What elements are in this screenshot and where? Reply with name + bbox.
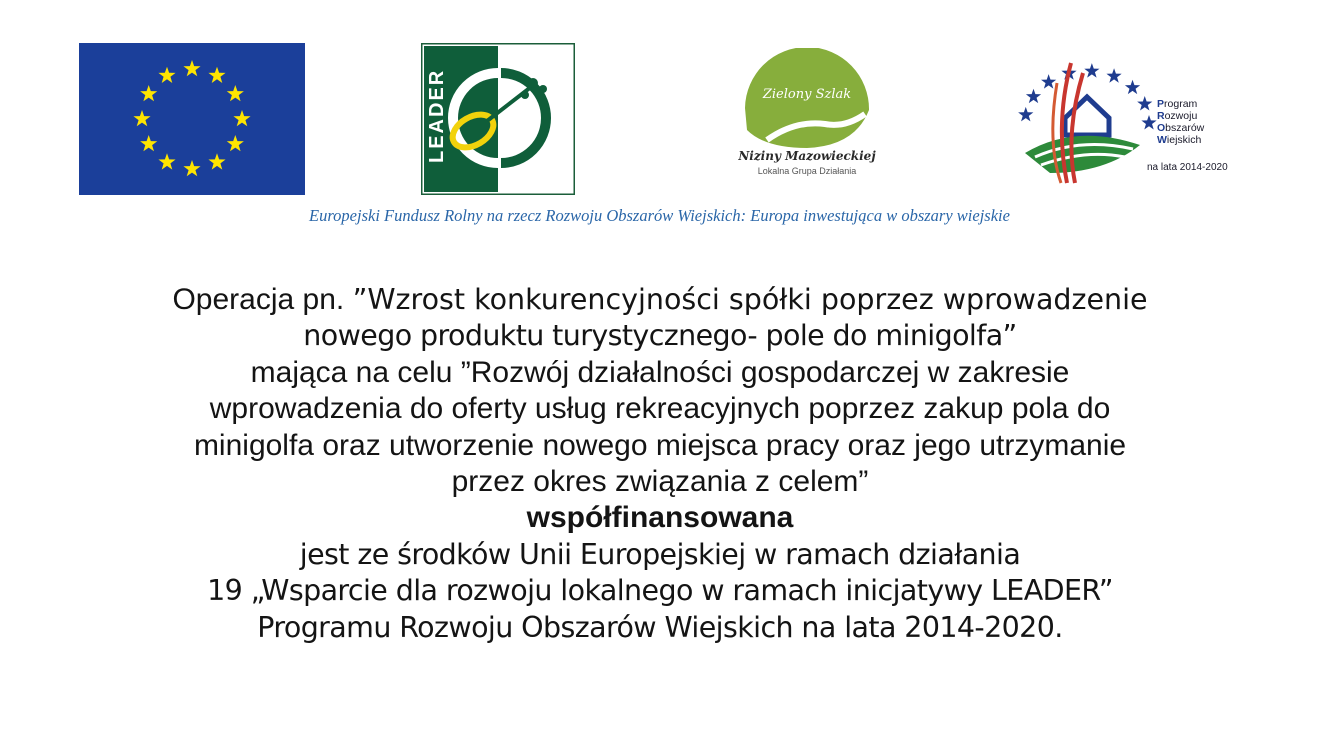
prow-star-icon xyxy=(1137,96,1152,110)
operation-description xyxy=(60,282,1260,646)
line-5: minigolfa oraz utworzenie nowego miejsca pracy oraz jego utrzymanie xyxy=(193,428,1127,462)
line-1: Operacja pn. ”Wzrost konkurencyjności spółki poprzez wprowadzenie xyxy=(172,283,1148,316)
lgd-title: Zielony Szlak xyxy=(762,87,852,102)
prow-star-icon xyxy=(1125,80,1140,94)
leader-wordmark: LEADER xyxy=(426,68,448,163)
line-2: nowego produktu turystycznego- pole do minigolfa” xyxy=(303,319,1017,353)
line-3: mająca na celu ”Rozwój działalności gospodarczej w zakresie xyxy=(250,355,1070,389)
line-8: jest ze środków Unii Europejskiej w ramach działania xyxy=(299,537,1021,571)
prow-wordmark: Program Rozwoju Obszarów Wiejskich xyxy=(1157,98,1205,146)
prow-star-icon xyxy=(1026,89,1041,103)
line-7: współfinansowana xyxy=(526,501,794,535)
line-10: Programu Rozwoju Obszarów Wiejskich na lata 2014-2020. xyxy=(257,610,1063,644)
prow-star-icon xyxy=(1041,74,1056,88)
leader-logo xyxy=(421,43,575,195)
lgd-caption: Lokalna Grupa Działania xyxy=(757,166,857,176)
eu-flag-logo xyxy=(79,43,305,195)
prow-star-icon xyxy=(1106,68,1121,82)
line-4: wprowadzenia do oferty usług rekreacyjnych poprzez zakup pola do xyxy=(209,392,1111,426)
lgd-zielony-szlak-logo xyxy=(735,48,880,184)
line-6: przez okres związania z celem” xyxy=(451,465,869,499)
prow-star-icon xyxy=(1141,115,1156,129)
prow-years: na lata 2014-2020 xyxy=(1147,162,1228,173)
prow-star-icon xyxy=(1084,63,1099,77)
logo-bar xyxy=(0,0,1319,230)
eafrd-slogan: Europejski Fundusz Rolny na rzecz Rozwoju Obszarów Wiejskich: Europa inwestująca w obszary wiejskie xyxy=(309,206,1010,225)
prow-star-icon xyxy=(1018,107,1033,121)
line-9: 19 „Wsparcie dla rozwoju lokalnego w ramach inicjatywy LEADER” xyxy=(207,574,1113,608)
lgd-subtitle: Niziny Mazowieckiej xyxy=(738,149,876,163)
